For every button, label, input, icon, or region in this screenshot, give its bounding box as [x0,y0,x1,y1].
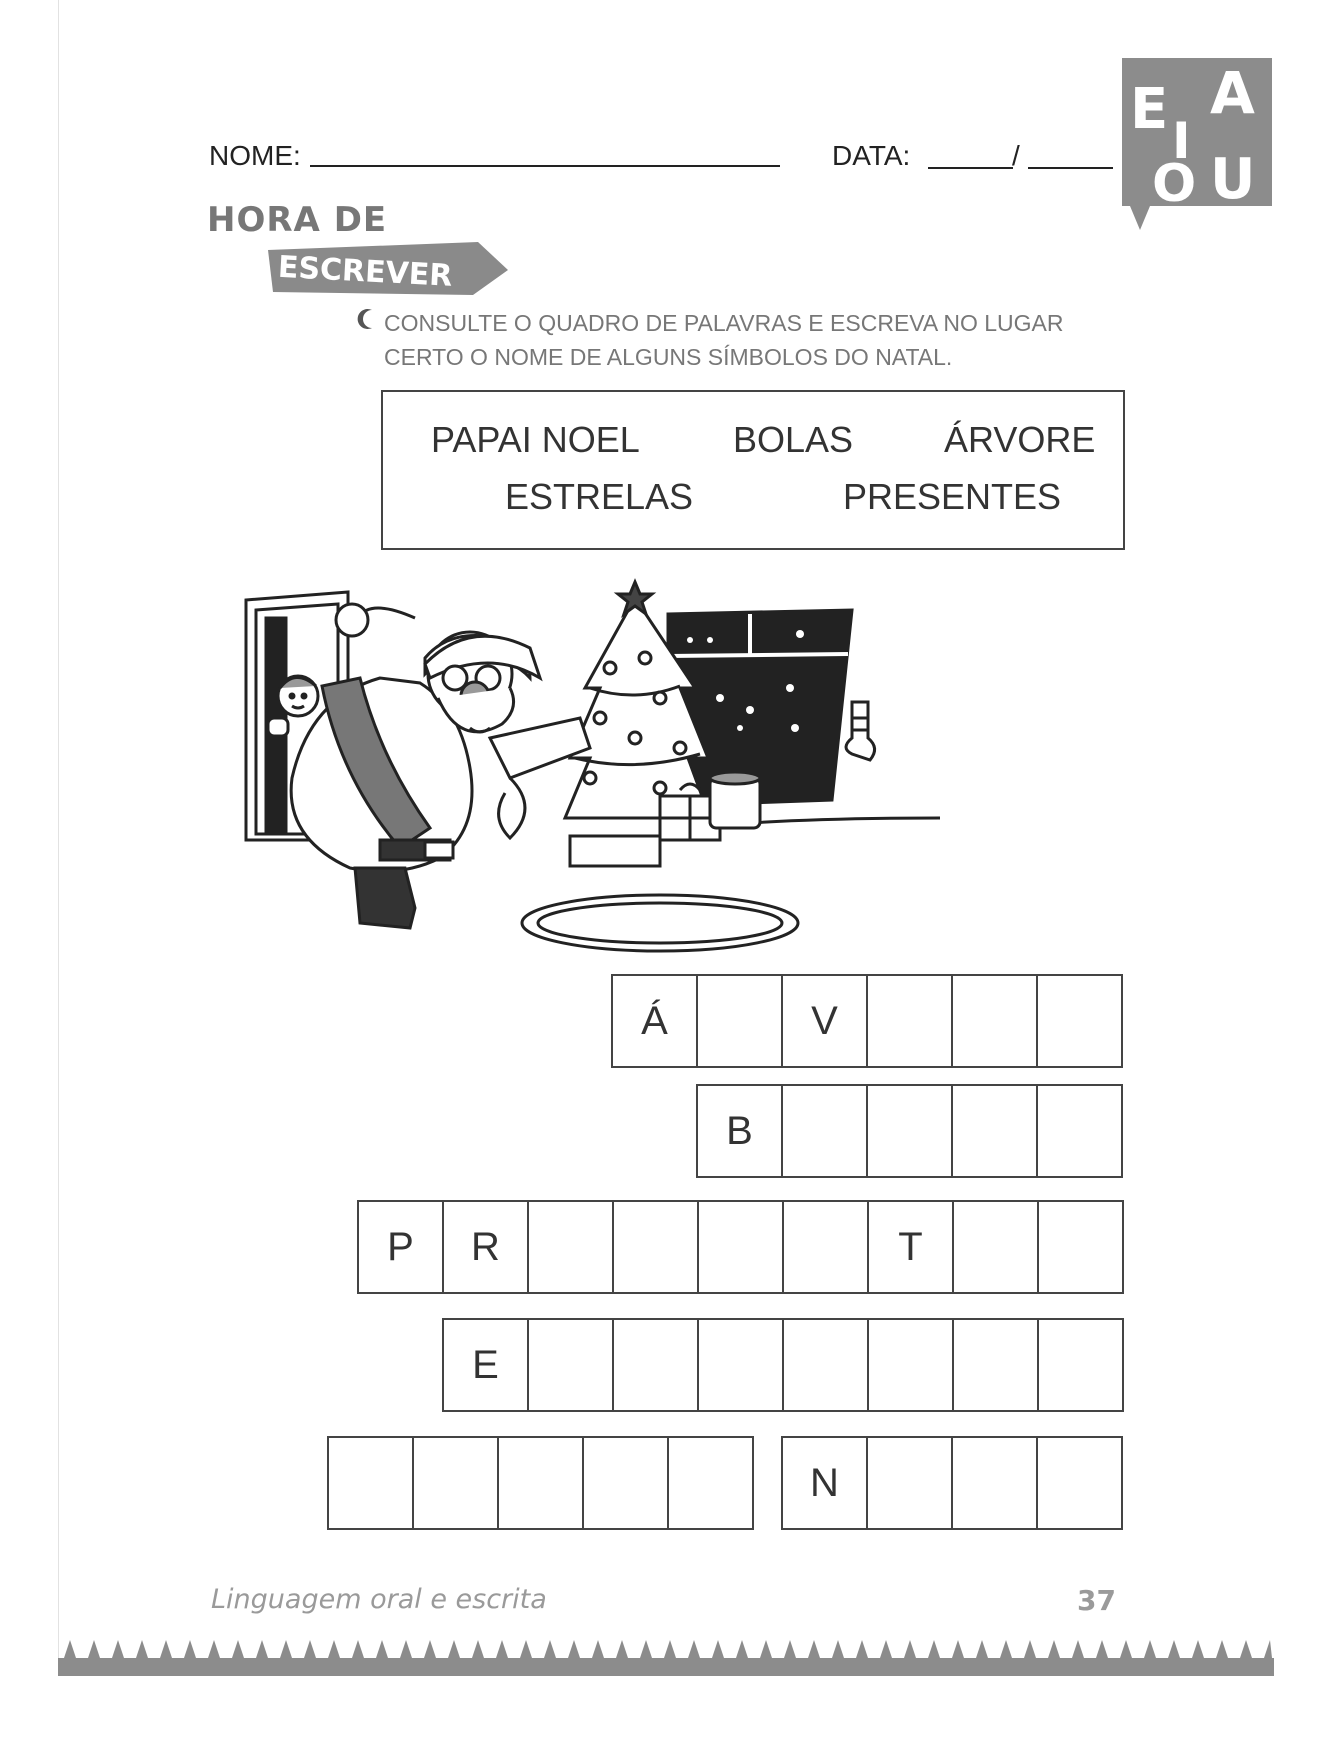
puzzle-row-papai [327,1436,754,1530]
letter-cell[interactable] [868,1436,953,1530]
data-month-field[interactable] [1028,167,1113,169]
page-edge [58,0,59,1660]
puzzle-row-noel [781,1436,1123,1530]
letter-cell[interactable] [329,1436,414,1530]
vowel-a: A [1210,59,1255,127]
vowel-e: E [1130,77,1169,142]
vowel-u: U [1210,147,1256,212]
letter-cell[interactable] [499,1436,584,1530]
instruction-text [384,306,1064,374]
data-label: DATA: [832,140,911,171]
instruction-line-1: CONSULTE O QUADRO DE PALAVRAS E ESCREVA NO LUGAR [384,310,1064,336]
letter-cell[interactable]: P [359,1200,444,1294]
puzzle-row-bolas [696,1084,1123,1178]
nome-field[interactable] [310,165,780,167]
letter-cell[interactable] [614,1318,699,1412]
letter-cell[interactable] [1038,974,1123,1068]
letter-cell[interactable] [954,1200,1039,1294]
letter-cell[interactable] [868,974,953,1068]
page-number: 37 [1077,1584,1116,1617]
letter-cell[interactable] [1038,1436,1123,1530]
word-estrelas: ESTRELAS [505,476,694,517]
letter-cell[interactable]: N [783,1436,868,1530]
section-title: HORA DE [207,200,388,240]
letter-cell[interactable] [784,1200,869,1294]
instruction-line-2: CERTO O NOME DE ALGUNS SÍMBOLOS DO NATAL. [384,344,953,370]
vowel-tab [1122,58,1272,233]
stocking-illustration [846,702,875,760]
escrever-ribbon [268,240,518,302]
letter-cell[interactable] [529,1200,614,1294]
puzzle-row-estrelas [442,1318,1124,1412]
bullet-icon [354,307,376,331]
word-bank [381,390,1125,550]
letter-cell[interactable] [614,1200,699,1294]
section-subtitle: ESCREVER [277,249,454,294]
letter-cell[interactable] [1039,1318,1124,1412]
letter-cell[interactable] [783,1084,868,1178]
zigzag-border [58,1640,1274,1676]
word-arvore: ÁRVORE [944,419,1096,460]
letter-cell[interactable]: E [444,1318,529,1412]
letter-cell[interactable] [699,1200,784,1294]
letter-cell[interactable] [414,1436,499,1530]
letter-cell[interactable] [954,1318,1039,1412]
nome-label: NOME: [209,140,301,171]
letter-cell[interactable] [953,1436,1038,1530]
word-presentes: PRESENTES [843,476,1062,517]
letter-cell[interactable]: T [869,1200,954,1294]
letter-cell[interactable] [584,1436,669,1530]
christmas-illustration [240,578,940,958]
letter-cell[interactable]: Á [613,974,698,1068]
letter-cell[interactable] [868,1084,953,1178]
letter-cell[interactable] [669,1436,754,1530]
footer-title: Linguagem oral e escrita [211,1584,547,1615]
letter-cell[interactable] [869,1318,954,1412]
vowel-o: O [1152,154,1197,214]
data-separator: / [1012,140,1020,171]
letter-cell[interactable] [784,1318,869,1412]
letter-cell[interactable] [953,974,1038,1068]
letter-cell[interactable] [1038,1084,1123,1178]
word-bolas: BOLAS [733,419,854,460]
letter-cell[interactable] [698,974,783,1068]
vowel-i: I [1172,112,1191,170]
puzzle-row-arvore [611,974,1123,1068]
word-papai-noel: PAPAI NOEL [431,419,640,460]
puzzle-row-presentes [357,1200,1124,1294]
letter-cell[interactable]: B [698,1084,783,1178]
letter-cell[interactable] [529,1318,614,1412]
letter-cell[interactable] [953,1084,1038,1178]
letter-cell[interactable]: R [444,1200,529,1294]
letter-cell[interactable] [1039,1200,1124,1294]
letter-cell[interactable]: V [783,974,868,1068]
data-day-field[interactable] [928,167,1013,169]
letter-cell[interactable] [699,1318,784,1412]
